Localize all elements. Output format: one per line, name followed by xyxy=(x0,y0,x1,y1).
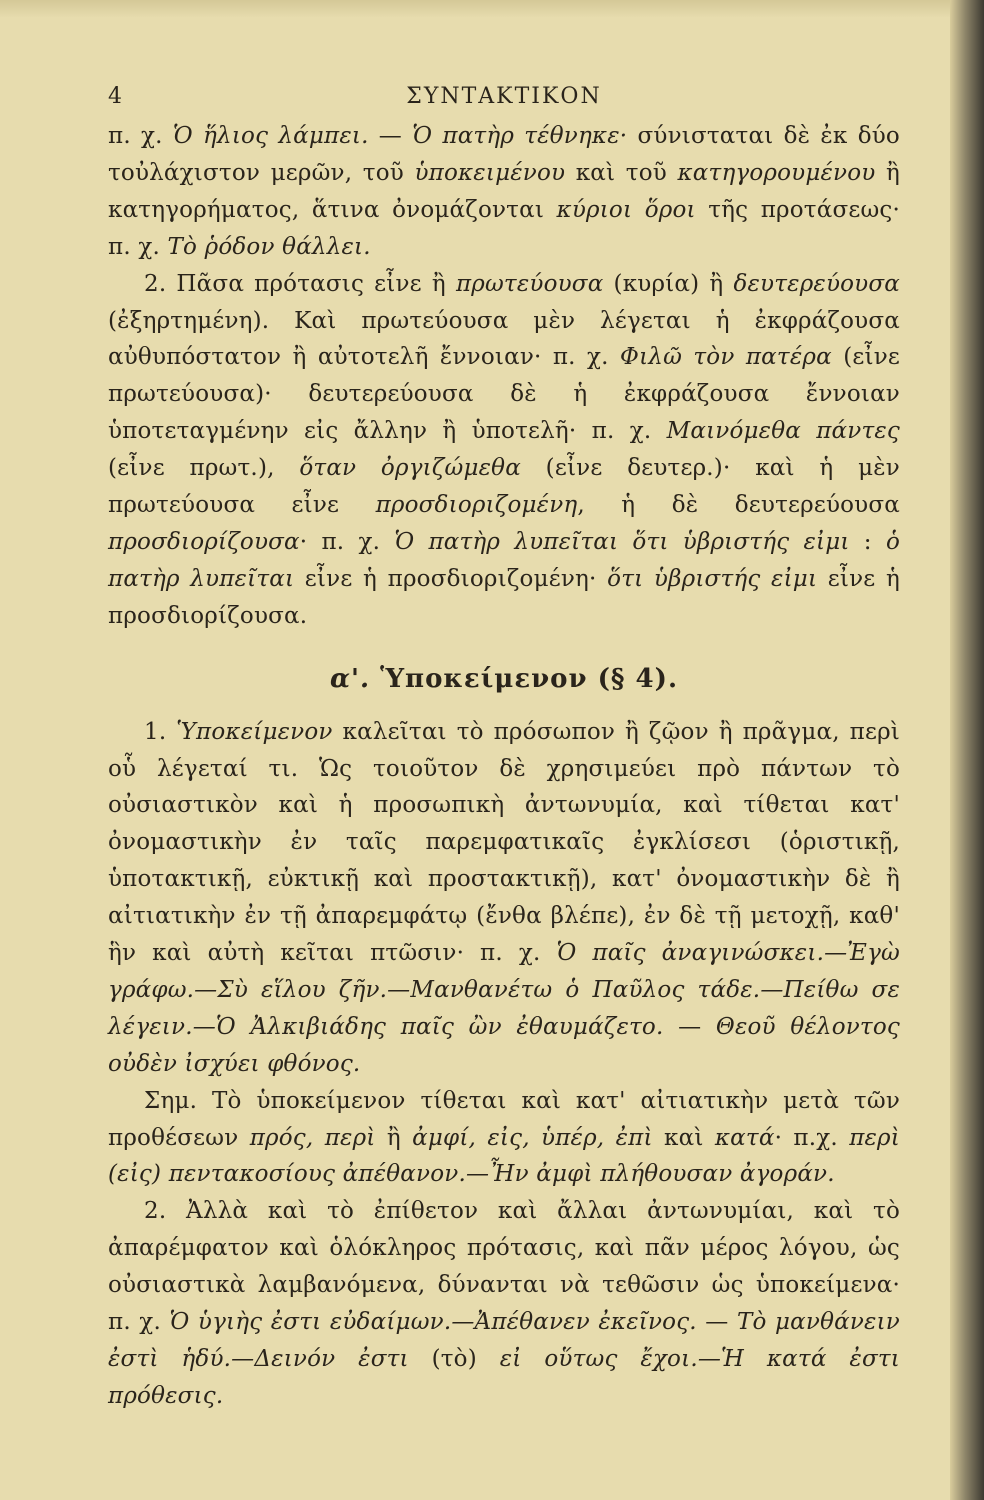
text-run: · π. χ. xyxy=(299,528,395,555)
text-run: 1. xyxy=(144,718,177,745)
text-run: , ἡ δὲ δευτερεύουσα xyxy=(577,492,900,519)
italic-text: Ὁ ὑγιὴς ἐστι εὐδαίμων.—Ἀπέθανεν ἐκεῖνος. xyxy=(169,1309,697,1336)
text-run: Ὑποκείμενον (§ 4). xyxy=(380,663,678,694)
page-body-text xyxy=(108,118,900,1415)
italic-text: πρός, περὶ xyxy=(249,1124,376,1151)
text-run: ἢ xyxy=(375,1124,413,1151)
italic-text: ὑποκειμένου xyxy=(414,159,566,186)
text-run: (εἶνε δευτερ.)· καὶ ἡ μὲν πρωτεύουσα εἶνε xyxy=(108,455,900,519)
text-run: (τὸ) xyxy=(408,1346,500,1372)
text-run: εἶνε ἡ προσδιοριζομένη· xyxy=(294,565,608,592)
text-run: (ἐξηρτημένη). Καὶ πρωτεύουσα μὲν λέγεται ἡ ἐκφράζουσα αὐθυπόστατον ἢ αὐτοτελῆ ἔννοιαν· π. χ. xyxy=(108,307,900,371)
italic-text: Φιλῶ τὸν πατέρα xyxy=(620,344,832,371)
text-run: π. χ. xyxy=(108,123,173,149)
text-run: — xyxy=(368,123,413,149)
text-run: 2. Πᾶσα πρότασις εἶνε ἢ xyxy=(144,270,456,297)
italic-text: Ὁ πατὴρ τέθνηκε· xyxy=(412,123,628,149)
italic-text: κύριοι ὅροι xyxy=(556,196,696,223)
italic-text: Τὸ ῥόδον θάλλει. xyxy=(167,233,371,260)
italic-text: ὅταν ὀργιζώμεθα xyxy=(299,455,521,482)
italic-text: Ὑποκείμενον xyxy=(176,718,333,745)
page-number: 4 xyxy=(108,84,122,109)
italic-text: δευτερεύουσα xyxy=(733,270,900,297)
text-run: (εἶνε πρωτεύουσα)· δευτερεύουσα δὲ ἡ ἐκφράζουσα ἔννοιαν ὑποτεταγμένην εἰς ἄλλην ἢ ὑποτελῆ· π. χ. xyxy=(108,344,900,445)
italic-text: προσδιορίζουσα xyxy=(108,528,300,555)
italic-text: εἰ οὕτως ἔχοι.—Ἡ κατά ἐστι πρόθεσις. xyxy=(108,1346,900,1409)
page-top-shadow xyxy=(0,0,950,18)
italic-text: κατά xyxy=(714,1124,775,1151)
paragraph xyxy=(108,1083,900,1194)
text-run: καλεῖται τὸ πρόσωπον ἢ ζῷον ἢ πρᾶγμα, περὶ οὗ λέγεταί τι. Ὡς τοιοῦτον δὲ χρησιμεύει πρὸ πάντων τὸ οὐσιαστικὸν καὶ ἡ προσωπικὴ ἀντωνυμία, καὶ τίθεται κατ' ὀνομαστικὴν ἐν ταῖς παρεμφατικαῖς ἐγκλίσεσι (ὁριστικῇ, ὑποτακτικῇ, εὐκτικῇ καὶ προστακτικῇ), κατ' ὀνομαστικὴν δὲ ἢ αἰτιατικὴν ἐν τῇ ἀπαρεμφάτῳ (ἔνθα βλέπε), ἐν δὲ τῇ μετοχῇ, καθ' ἣν καὶ αὐτὴ κεῖται πτῶσιν· π. χ. xyxy=(108,718,901,967)
text-run: 2. Ἀλλὰ καὶ τὸ ἐπίθετον καὶ ἄλλαι ἀντωνυμίαι, καὶ τὸ ἀπαρέμφατον καὶ ὁλόκληρος πρότασις, καὶ πᾶν μέρος λόγου, ὡς οὐσιαστικὰ λαμβανόμενα, δύνανται νὰ τεθῶσιν ὡς ὑποκείμενα· π. χ. xyxy=(108,1198,900,1336)
text-run: — xyxy=(696,1309,737,1336)
italic-text: Μαινόμεθα πάντες xyxy=(666,418,901,445)
italic-text: προσδιοριζομένη xyxy=(375,492,578,519)
text-run: σύνισταται δὲ ἐκ δύο τοὐλάχιστον μερῶν, τοῦ xyxy=(108,123,900,186)
text-run: καὶ xyxy=(652,1124,715,1151)
italic-text: Ὁ παῖς ἀναγινώσκει.—Ἐγὼ γράφω.—Σὺ εἵλου ζῆν.—Μανθανέτω ὁ Παῦλος τάδε.—Πείθω σε λέγειν.—Ὁ Ἀλκιβιάδης παῖς ὢν ἐθαυμάζετο. xyxy=(108,940,900,1040)
italic-text: ὅτι ὑβριστής εἰμι xyxy=(607,565,818,592)
italic-text: Ὁ ἥλιος λάμπει. xyxy=(172,123,369,149)
text-run: (κυρία) ἢ xyxy=(603,270,734,297)
section-heading xyxy=(108,661,900,698)
text-run: — xyxy=(663,1013,716,1040)
italic-text: Θεοῦ θέλοντος οὐδὲν ἰσχύει φθόνος. xyxy=(108,1013,900,1077)
text-run: εἶνε ἡ προσδιορίζουσα. xyxy=(108,565,901,629)
running-title: ΣΥΝΤΑΚΤΙΚΟΝ xyxy=(406,84,602,109)
italic-text: κατηγορουμένου xyxy=(677,159,876,186)
italic-text: Τὸ μανθάνειν ἐστὶ ἡδύ.—Δεινόν ἐστι xyxy=(108,1309,900,1372)
paragraph xyxy=(108,266,900,635)
italic-text: περὶ (εἰς) πεντακοσίους ἀπέθανον.—Ἦν ἀμφὶ πλήθουσαν ἀγοράν. xyxy=(108,1124,900,1188)
italic-text: ἀμφί, εἰς, ὑπέρ, ἐπὶ xyxy=(412,1124,653,1151)
paragraph xyxy=(108,1193,900,1414)
italic-text: α'. xyxy=(330,663,381,694)
text-run: Σημ. Τὸ ὑποκείμενον τίθεται καὶ κατ' αἰτιατικὴν μετὰ τῶν προθέσεων xyxy=(108,1087,900,1151)
italic-text: ὁ πατὴρ λυπεῖται xyxy=(108,528,900,592)
italic-text: Ὁ πατὴρ λυπεῖται ὅτι ὑβριστής εἰμι xyxy=(394,528,850,555)
page-header xyxy=(108,80,900,116)
text-run: : xyxy=(849,528,886,555)
book-spine-shadow xyxy=(950,0,984,1500)
text-run: καὶ τοῦ xyxy=(565,159,678,186)
text-run: (εἶνε πρωτ.), xyxy=(108,455,300,482)
paragraph xyxy=(108,714,900,1083)
paragraph xyxy=(108,118,900,266)
italic-text: πρωτεύουσα xyxy=(455,270,604,297)
text-run: τῆς προτάσεως· π. χ. xyxy=(108,196,901,260)
text-run: ἢ κατηγορήματος, ἅτινα ὀνομάζονται xyxy=(108,159,900,223)
text-run: · π.χ. xyxy=(774,1124,850,1151)
